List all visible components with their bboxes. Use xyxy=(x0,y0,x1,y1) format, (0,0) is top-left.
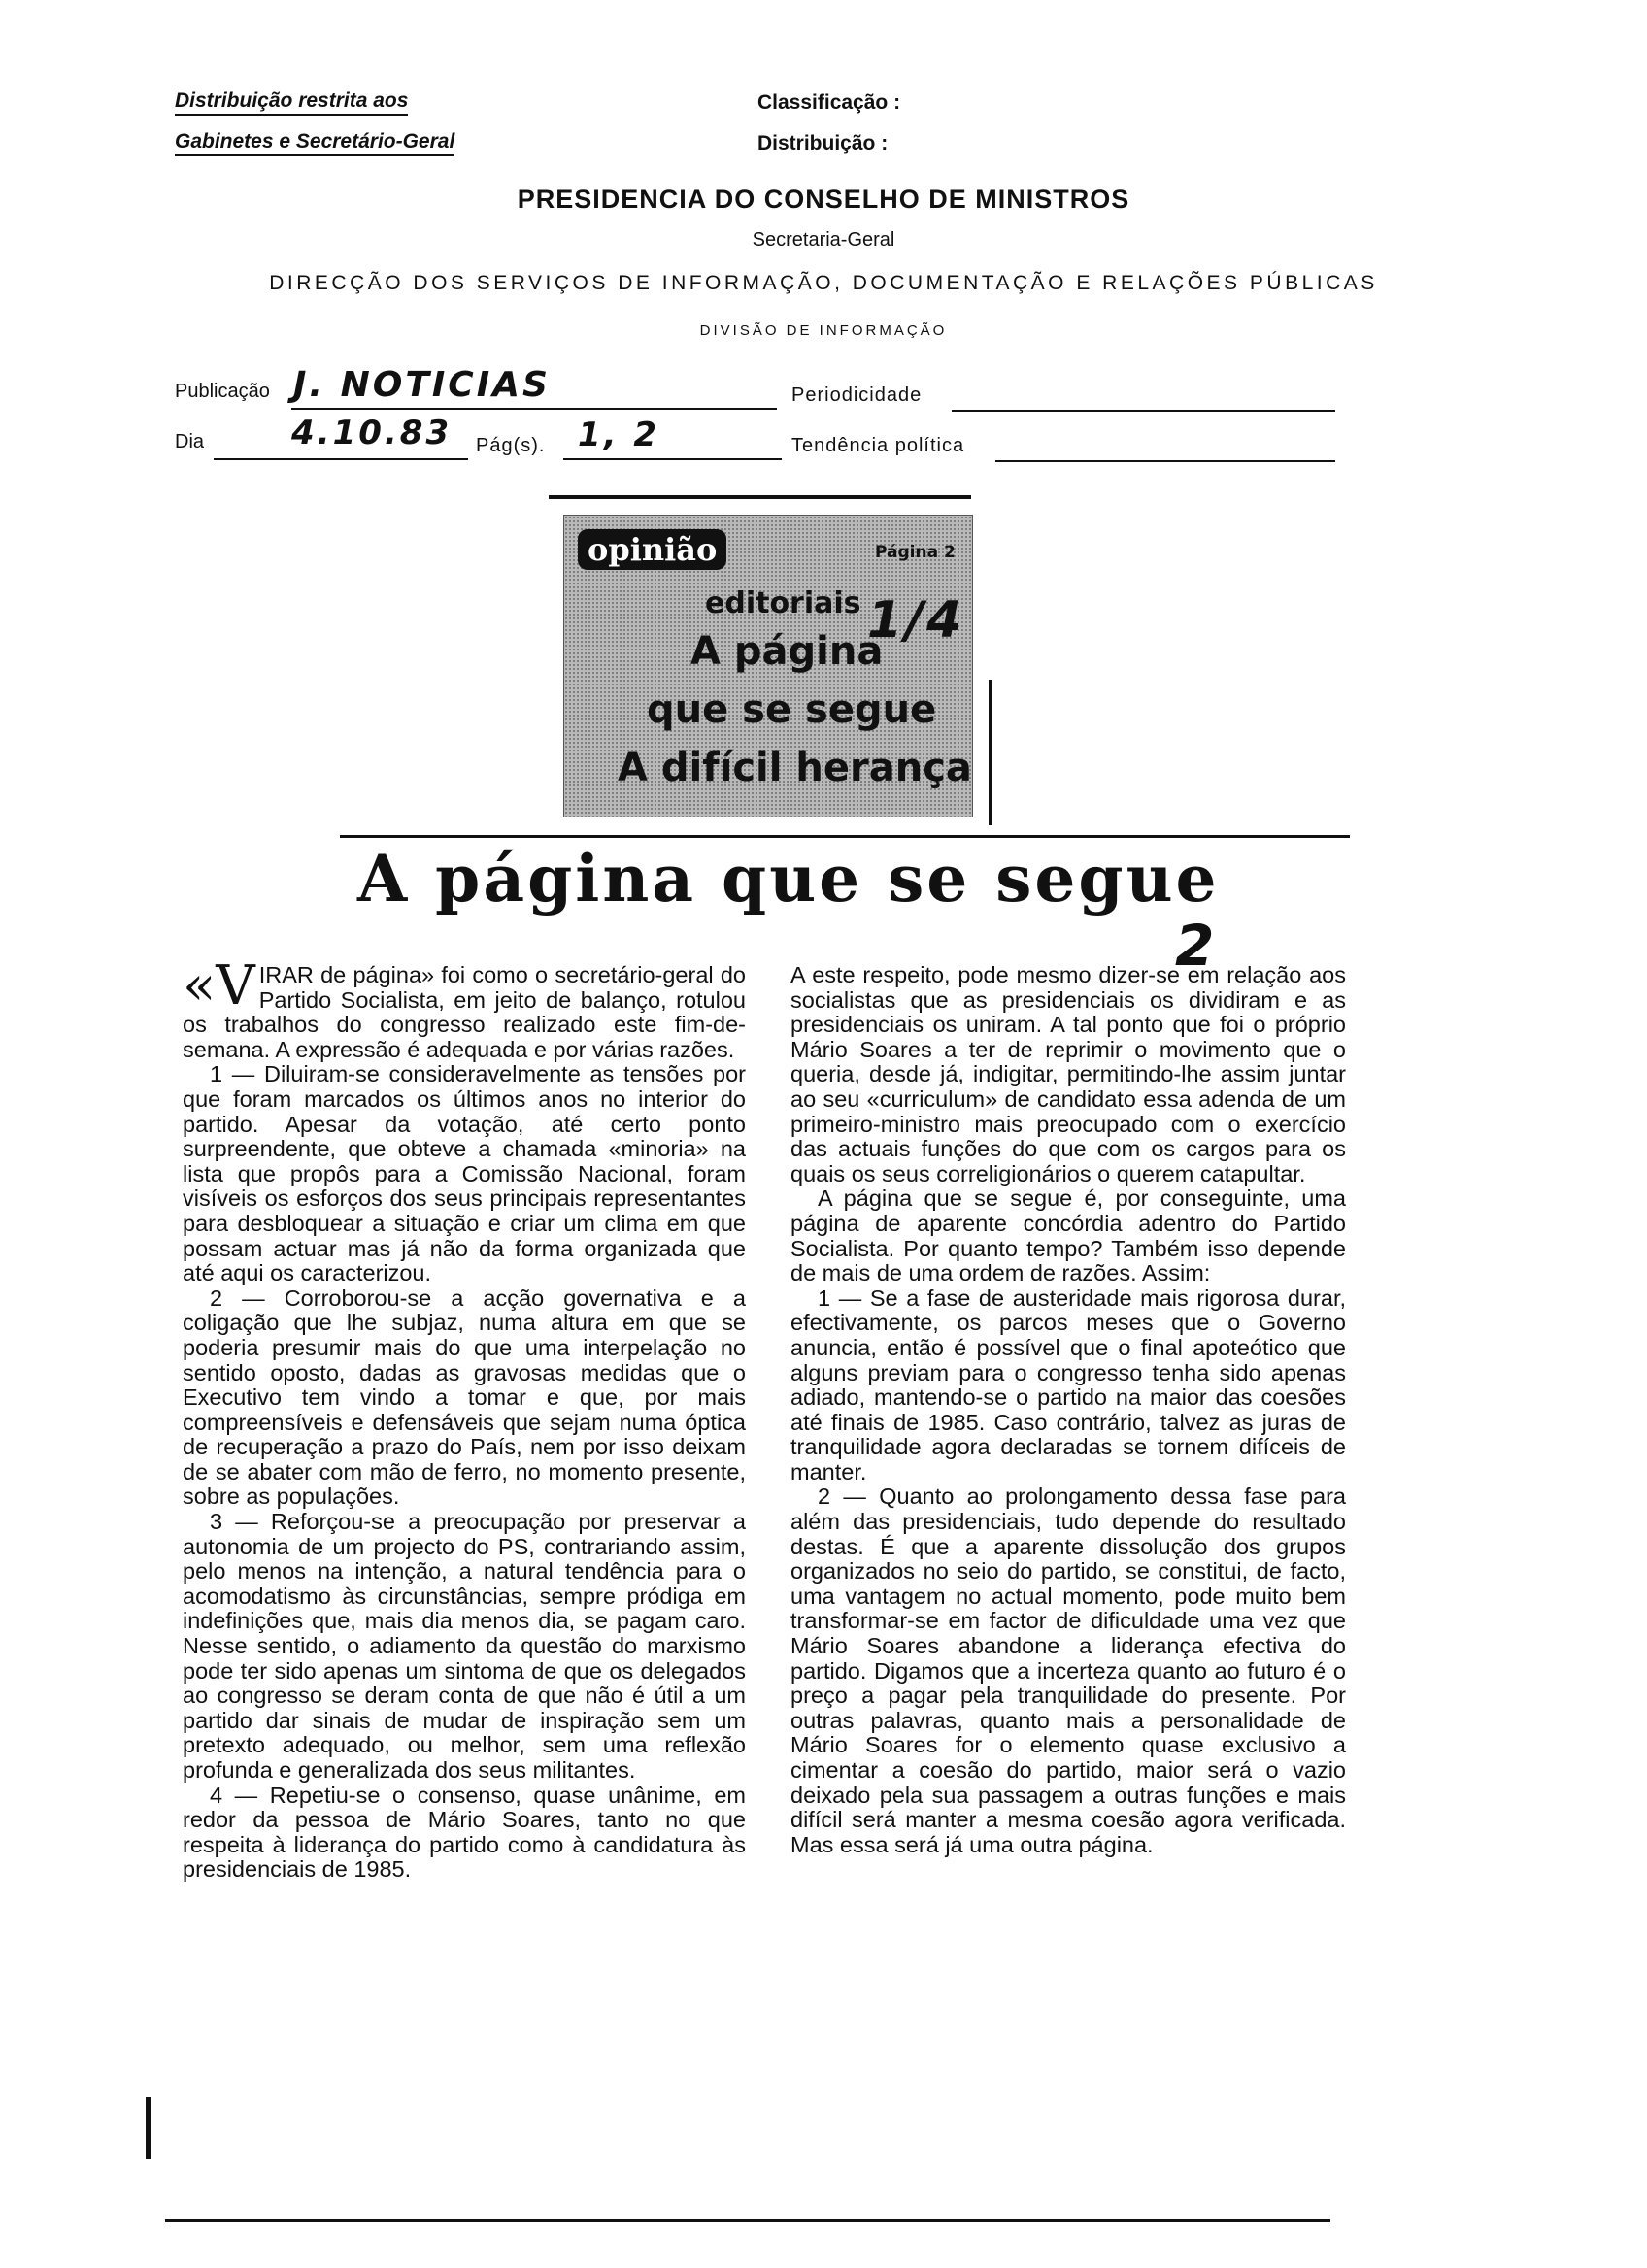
paragraph-point-3: 3 — Reforçou-se a preocupação por preservar a autonomia de um projecto do PS, contrariando assim, pelo menos na intenção, a natural tendência para o acomodatismo às circunstâncias, sempre pródiga em indefinições que, mais dia menos dia, se pagam caro. Nesse sentido, o adiamento da questão do marxismo pode ter sido apenas um sintoma de que os delegados ao congresso se deram conta de que não é útil a um partido dar sinais de mudar de inspiração sem um pretexto adequado, ou melhor, sem uma reflexão profunda e generalizada dos seus militantes. xyxy=(183,1509,746,1783)
headline-top-rule xyxy=(340,835,1350,838)
pages-label: Pág(s). xyxy=(476,435,546,456)
paragraph-point-1: 1 — Diluiram-se consideravelmente as tensões por que foram marcados os últimos anos no interior do partido. Apesar da votação, até certo ponto surpreendente, que obteve a chamada «minoria» na lista que propôs para a Comissão Nacional, foram visíveis os esforços dos seus principais representantes para desbloquear a situação e criar um clima em que possam actuar mas já não da forma organizada que até aqui os caracterizou. xyxy=(183,1061,746,1286)
classification-label: Classificação : xyxy=(757,91,901,114)
headline-handwritten-mark: 2 xyxy=(1175,913,1218,979)
clipping-kicker: editoriais xyxy=(705,586,861,620)
tendency-label: Tendência política xyxy=(791,435,965,456)
clipping-line-2: que se segue xyxy=(647,687,937,732)
paragraph-continuation: A este respeito, pode mesmo dizer-se em relação aos socialistas que as presidenciais os dividiram e as presidenciais os uniram. A tal ponto que foi o próprio Mário Soares a ter de reprimir o movimento que o queria, desde já, indigitar, permitindo-lhe assim juntar ao seu «curriculum» de candidato essa adenda de um primeiro-ministro mais preocupado com o exercício das actuais funções do que com os cargos para os quais os seus correligionários o querem catapultar. xyxy=(790,962,1346,1186)
drop-cap: «V xyxy=(183,954,255,1017)
clipping-side-rule xyxy=(989,680,992,825)
tendency-field xyxy=(995,433,1335,462)
publication-value: J. NOTICIAS xyxy=(293,365,551,405)
article-headline: A página que se segue xyxy=(357,841,1220,917)
day-value: 4.10.83 xyxy=(291,414,453,452)
article-column-1 xyxy=(183,954,746,1883)
paragraph-intro xyxy=(183,954,746,1062)
clipping-top-rule xyxy=(549,495,971,499)
paragraph-point-2: 2 — Corroborou-se a acção governativa e a coligação que lhe subjaz, numa altura em que se poderia presumir mais do que uma interpelação no sentido oposto, dadas as gravosas medidas que o Executivo tem vindo a tomar e que, por mais compreensíveis e defensáveis que sejam numa óptica de recuperação a prazo do País, nem por isso deixam de se abater com mão de ferro, no momento presente, sobre as populações. xyxy=(183,1284,746,1510)
paragraph-austerity: 1 — Se a fase de austeridade mais rigorosa durar, efectivamente, os parcos meses que o Governo anuncia, então é possível que o final apoteótico que alguns previam para o congresso tenha sido apenas adiado, mantendo-se o partido na maior das coesões até finais de 1985. Caso contrário, talvez as juras de tranquilidade agora declaradas se tornem difíceis de manter. xyxy=(790,1284,1346,1484)
periodicity-field xyxy=(952,383,1335,412)
pages-value: 1, 2 xyxy=(578,416,660,454)
division-line: DIVISÃO DE INFORMAÇÃO xyxy=(699,322,948,339)
page-ref: Página 2 xyxy=(875,543,956,562)
opinion-clipping xyxy=(563,515,973,817)
margin-mark xyxy=(146,2097,151,2159)
paragraph-prolongation: 2 — Quanto ao prolongamento dessa fase para além das presidenciais, tudo depende do resultado destas. É que a aparente dissolução dos grupos organizados no seio do partido, se constitui, de facto, uma vantagem no actual momento, pode muito bem transformar-se em factor de dificuldade uma vez que Mário Soares abandone a liderança efectiva do partido. Digamos que a incerteza quanto ao futuro é o preço a pagar pela tranquilidade do presente. Por outras palavras, quanto mais a personalidade de Mário Soares for o elemento quase exclusivo a cimentar a coesão do partido, maior será o vazio deixado pela sua passagem a outras funções e mais difícil será manter a mesma coesão agora verificada. Mas essa será já uma outra página. xyxy=(790,1484,1346,1857)
clipping-line-3: A difícil herança xyxy=(618,746,972,790)
clipping-handwritten-note: 1/4 xyxy=(867,591,965,650)
clipping-line-1: A página xyxy=(690,629,884,674)
paragraph-intro-text: IRAR de página» foi como o secretário-geral do Partido Socialista, em jeito de balanço, rotulou os trabalhos do congresso realizado este fim-de-semana. A expressão é adequada e por várias razões. xyxy=(183,962,746,1062)
publication-label: Publicação xyxy=(175,381,270,402)
paragraph-point-4: 4 — Repetiu-se o consenso, quase unânime, em redor da pessoa de Mário Soares, tanto no que respeita à liderança do partido como à candidatura às presidenciais de 1985. xyxy=(183,1782,746,1883)
day-label: Dia xyxy=(175,431,205,452)
secretariat-line: Secretaria-Geral xyxy=(752,229,895,250)
directorate-line: DIRECÇÃO DOS SERVIÇOS DE INFORMAÇÃO, DOCUMENTAÇÃO E RELAÇÕES PÚBLICAS xyxy=(269,272,1378,294)
page-title: PRESIDENCIA DO CONSELHO DE MINISTROS xyxy=(517,184,1130,214)
distribution-restriction-line2: Gabinetes e Secretário-Geral xyxy=(175,130,454,153)
distribution-restriction-line1: Distribuição restrita aos xyxy=(175,89,408,113)
opinion-section-badge: opinião xyxy=(578,529,726,570)
distribution-label: Distribuição : xyxy=(757,132,889,154)
periodicity-label: Periodicidade xyxy=(791,384,923,406)
article-column-2 xyxy=(790,963,1346,1857)
paragraph-following-page: A página que se segue é, por conseguinte, uma página de aparente concórdia adentro do Partido Socialista. Por quanto tempo? Também isso depende de mais de uma ordem de razões. Assim: xyxy=(790,1185,1346,1286)
bottom-rule xyxy=(165,2219,1330,2222)
